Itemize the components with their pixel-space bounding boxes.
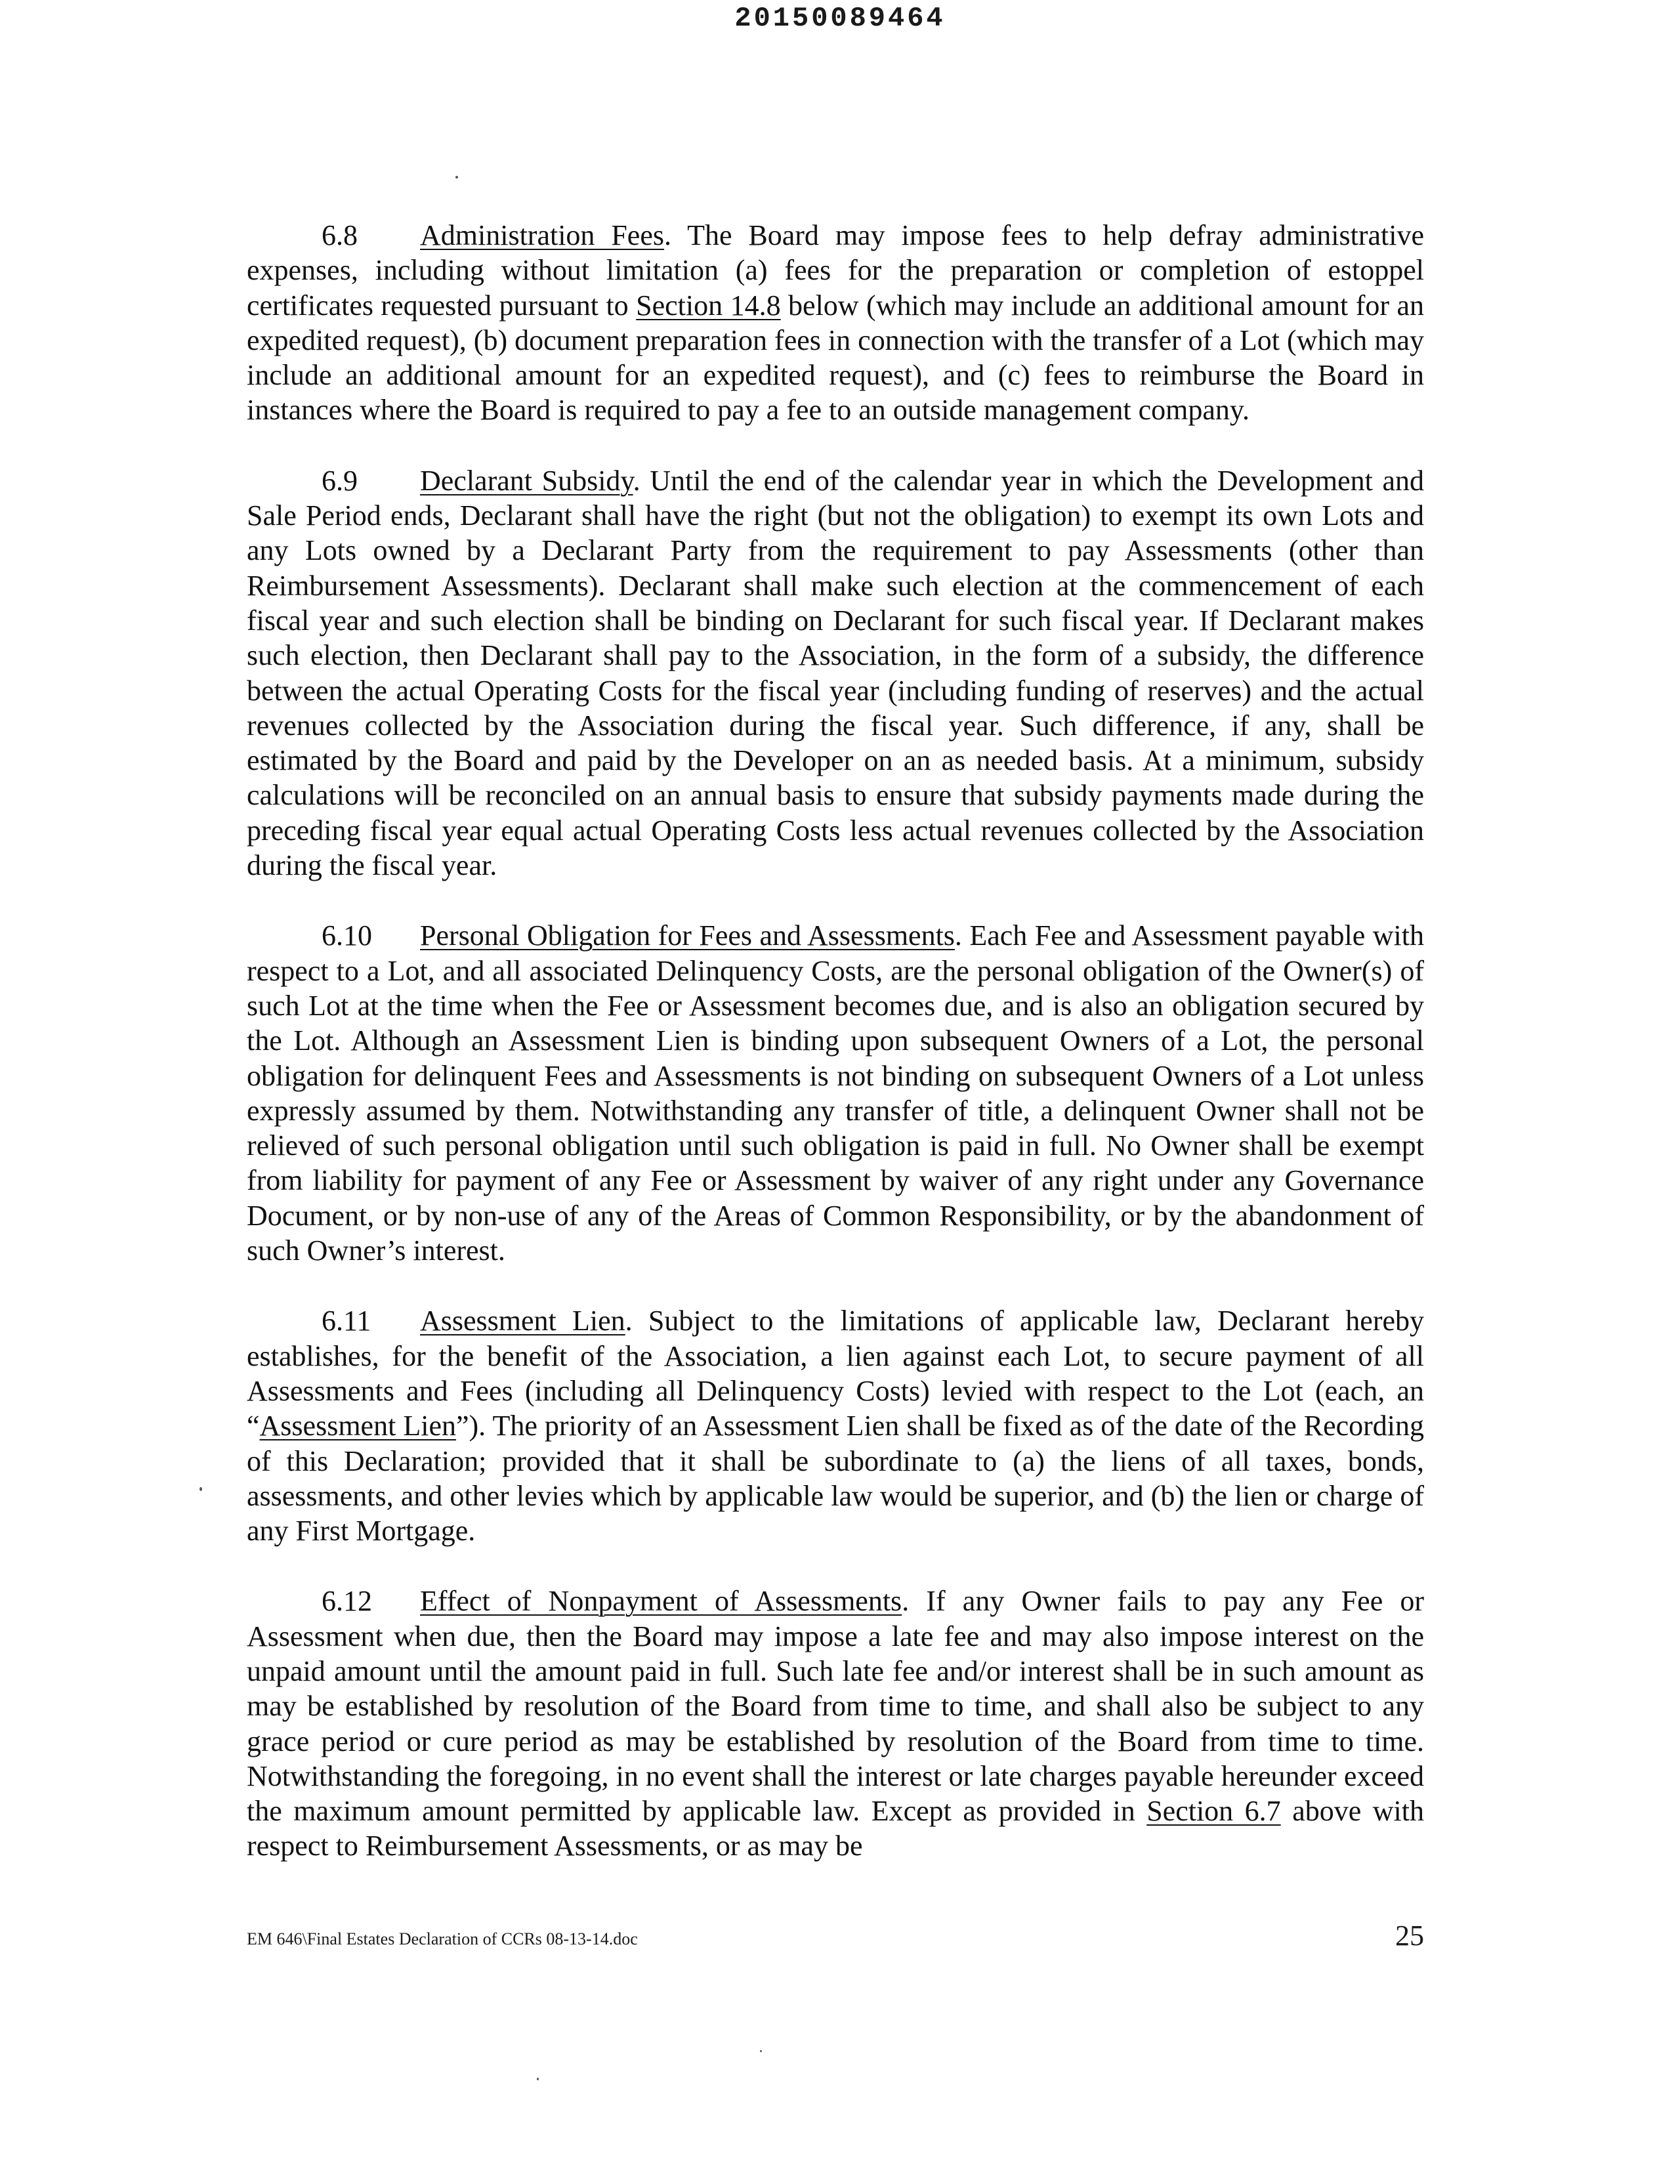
section-6-9: [247, 463, 1424, 883]
section-reference: Section 6.7: [1146, 1795, 1281, 1828]
page-number: 25: [1395, 1920, 1424, 1952]
section-number: 6.9: [322, 464, 358, 497]
footer-file-path: EM 646\Final Estates Declaration of CCRs 08-13-14.doc: [247, 1929, 638, 1948]
section-reference: Section 14.8: [636, 289, 781, 322]
document-body: [247, 218, 1424, 1864]
section-6-10: [247, 918, 1424, 1268]
section-text: . The Board may impose fees to help defray administrative expenses, including without limitation (a) fees for the preparation or completion of estoppel certificates requested pursuant to: [247, 219, 1424, 322]
section-heading: Declarant Subsidy: [420, 464, 633, 497]
section-text: ”). The priority of an Assessment Lien shall be fixed as of the date of the Recording of this Declaration; provided that it shall be subordinate to (a) the liens of all taxes, bonds, assessments, and other levies which by applicable law would be superior, and (b) the lien or charge of any First Mortgage.: [247, 1410, 1424, 1547]
section-text: above with respect to Reimbursement Assessments, or as may be: [247, 1795, 1424, 1862]
section-number: 6.8: [322, 219, 358, 251]
section-number: 6.10: [322, 919, 372, 952]
defined-term: Assessment Lien: [259, 1410, 456, 1442]
section-text: . Subject to the limitations of applicable law, Declarant hereby establishes, for the benefit of the Association, a lien against each Lot, to secure payment of all Assessments and Fees (including all Delinquency Costs) levied with respect to the Lot (each, an “: [247, 1305, 1424, 1442]
section-heading: Personal Obligation for Fees and Assessments: [420, 919, 955, 952]
section-6-11: [247, 1303, 1424, 1548]
section-text: . Until the end of the calendar year in which the Development and Sale Period ends, Declarant shall have the right (but not the obligation) to exempt its own Lots and any Lots owned by a Declarant Party from the requirement to pay Assessments (other than Reimbursement Assessments). Declarant shall make such election at the commencement of each fiscal year and such election shall be binding on Declarant for such fiscal year. If Declarant makes such election, then Declarant shall pay to the Association, in the form of a subsidy, the difference between the actual Operating Costs for the fiscal year (including funding of reserves) and the actual revenues collected by the Association during the fiscal year. Such difference, if any, shall be estimated by the Board and paid by the Developer on an as needed basis. At a minimum, subsidy calculations will be reconciled on an annual basis to ensure that subsidy payments made during the preceding fiscal year equal actual Operating Costs less actual revenues collected by the Association during the fiscal year.: [247, 464, 1424, 882]
section-heading: Effect of Nonpayment of Assessments: [420, 1585, 902, 1618]
document-number: 20150089464: [734, 3, 946, 34]
scan-speck: [760, 2050, 762, 2052]
scan-speck: [455, 176, 458, 178]
section-heading: Assessment Lien: [420, 1305, 625, 1337]
section-6-8: [247, 218, 1424, 428]
section-6-12: [247, 1584, 1424, 1863]
scan-speck: [537, 2078, 539, 2080]
section-number: 6.11: [322, 1305, 371, 1337]
scan-speck: [200, 1487, 202, 1491]
section-text: . If any Owner fails to pay any Fee or Assessment when due, then the Board may impose a late fee and may also impose interest on the unpaid amount until the amount paid in full. Such late fee and/or interest shall be in such amount as may be established by resolution of the Board from time to time, and shall also be subject to any grace period or cure period as may be established by resolution of the Board from time to time. Notwithstanding the foregoing, in no event shall the interest or late charges payable hereunder exceed the maximum amount permitted by applicable law. Except as provided in: [247, 1585, 1424, 1828]
section-text: . Each Fee and Assessment payable with respect to a Lot, and all associated Delinquency Costs, are the personal obligation of the Owner(s) of such Lot at the time when the Fee or Assessment becomes due, and is also an obligation secured by the Lot. Although an Assessment Lien is binding upon subsequent Owners of a Lot, the personal obligation for delinquent Fees and Assessments is not binding on subsequent Owners of a Lot unless expressly assumed by them. Notwithstanding any transfer of title, a delinquent Owner shall not be relieved of such personal obligation until such obligation is paid in full. No Owner shall be exempt from liability for payment of any Fee or Assessment by waiver of any right under any Governance Document, or by non-use of any of the Areas of Common Responsibility, or by the abandonment of such Owner’s interest.: [247, 919, 1424, 1267]
section-text: below (which may include an additional amount for an expedited request), (b) document preparation fees in connection with the transfer of a Lot (which may include an additional amount for an expedited request), and (c) fees to reimburse the Board in instances where the Board is required to pay a fee to an outside management company.: [247, 289, 1424, 427]
section-number: 6.12: [322, 1585, 372, 1618]
section-heading: Administration Fees: [420, 219, 664, 251]
